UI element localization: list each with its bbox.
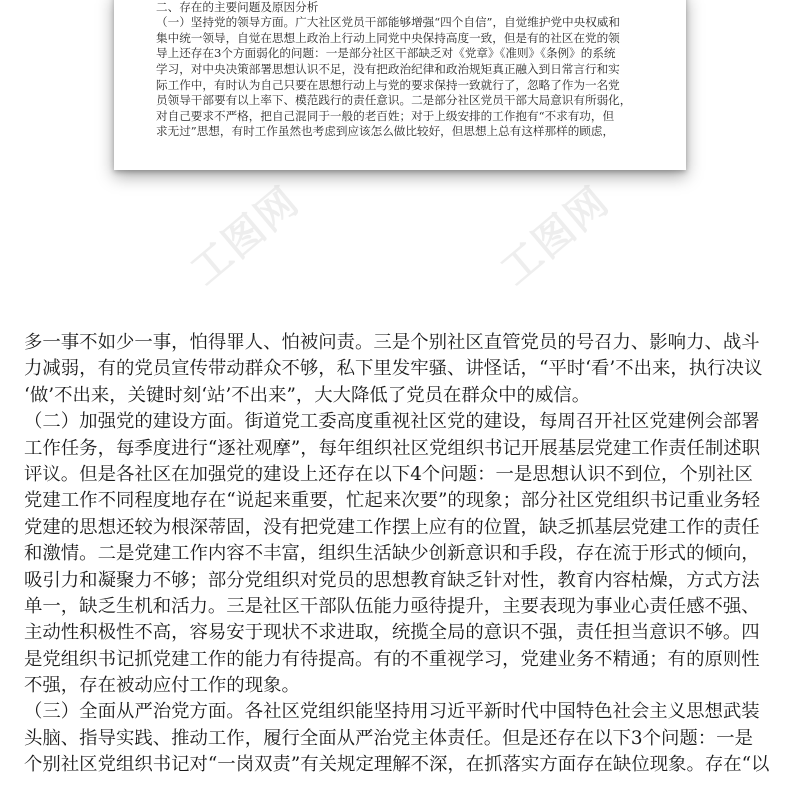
body-line: ‘做’不出来，关键时刻‘站’不出来”，大大降低了党员在群众中的威信。	[24, 384, 591, 406]
watermark-left: 工图网	[182, 178, 309, 295]
preview-line: 员领导干部要有以上率下、模范践行的责任意识。二是部分社区党员干部大局意识有所弱化，	[156, 93, 632, 108]
body-line: 不强，存在被动应付工作的现象。	[24, 675, 300, 697]
body-line: 个别社区党组织书记对“一岗双责”有关规定理解不深，在抓落实方面存在缺位现象。存在“以	[24, 754, 770, 776]
body-line: 党建的思想还较为根深蒂固，没有把党建工作摆上应有的位置，缺乏抓基层党建工作的责任	[24, 516, 760, 538]
body-line: （三）全面从严治党方面。各社区党组织能坚持用习近平新时代中国特色社会主义思想武装	[24, 701, 760, 723]
preview-line: （一）坚持党的领导方面。广大社区党员干部能够增强“四个自信”，自觉维护党中央权威和	[156, 15, 621, 30]
document-preview-card	[114, 0, 686, 170]
preview-line: 求无过”思想，有时工作虽然也考虑到应该怎么做比较好，但思想上总有这样那样的顾虑，	[156, 124, 615, 139]
body-line: 评议。但是各社区在加强党的建设上还存在以下4个问题：一是思想认识不到位，个别社区	[24, 463, 753, 485]
body-line: 工作任务，每季度进行“逐社观摩”，每年组织社区党组织书记开展基层党建工作责任制述职	[24, 437, 761, 459]
body-line: 吸引力和凝聚力不够；部分党组织对党员的思想教育缺乏针对性，教育内容枯燥，方式方法	[24, 569, 760, 591]
preview-line: 对自己要求不严格，把自己混同于一般的老百姓；对于上级安排的工作抱有“不求有功，但	[156, 108, 615, 123]
body-line: 和激情。二是党建工作内容不丰富，组织生活缺少创新意识和手段，存在流于形式的倾向，	[24, 543, 760, 565]
preview-text-block	[156, 0, 656, 140]
body-line: 单一，缺乏生机和活力。三是社区干部队伍能力亟待提升，主要表现为事业心责任感不强、	[24, 595, 760, 617]
preview-section	[0, 0, 800, 300]
preview-line: 导上还存在3个方面弱化的问题：一是部分社区干部缺乏对《党章》《准则》《条例》的系统	[156, 46, 616, 61]
body-line: 是党组织书记抓党建工作的能力有待提高。有的不重视学习，党建业务不精通；有的原则性	[24, 648, 760, 670]
body-line: 头脑、指导实践、推动工作，履行全面从严治党主体责任。但是还存在以下3个问题：一是	[24, 727, 753, 749]
body-line: 主动性积极性不高，容易安于现状不求进取，统揽全局的意识不强，责任担当意识不够。四	[24, 622, 760, 644]
preview-line: 际工作中，有时认为自己只要在思想行动上与党的要求保持一致就行了，忽略了作为一名党	[156, 77, 620, 92]
document-body	[24, 330, 784, 779]
preview-line: 学习，对中央决策部署思想认识不足，没有把政治纪律和政治规矩真正融入到日常言行和实	[156, 61, 620, 76]
preview-line: 集中统一领导，自觉在思想上政治上行动上同党中央保持高度一致，但是有的社区在党的领	[156, 30, 620, 45]
preview-line: 二、存在的主要问题及原因分析	[156, 0, 319, 14]
body-line: 多一事不如少一事，怕得罪人、怕被问责。三是个别社区直管党员的号召力、影响力、战斗	[24, 332, 760, 353]
body-line: 力减弱，有的党员宣传带动群众不够，私下里发牢骚、讲怪话，“平时‘看’不出来，执行决议	[24, 358, 763, 380]
body-line: 党建工作不同程度地存在“说起来重要，忙起来次要”的现象；部分社区党组织书记重业务轻	[24, 490, 761, 512]
body-line: （二）加强党的建设方面。街道党工委高度重视社区党的建设，每周召开社区党建例会部署	[24, 411, 760, 433]
watermark-right: 工图网	[492, 178, 619, 295]
